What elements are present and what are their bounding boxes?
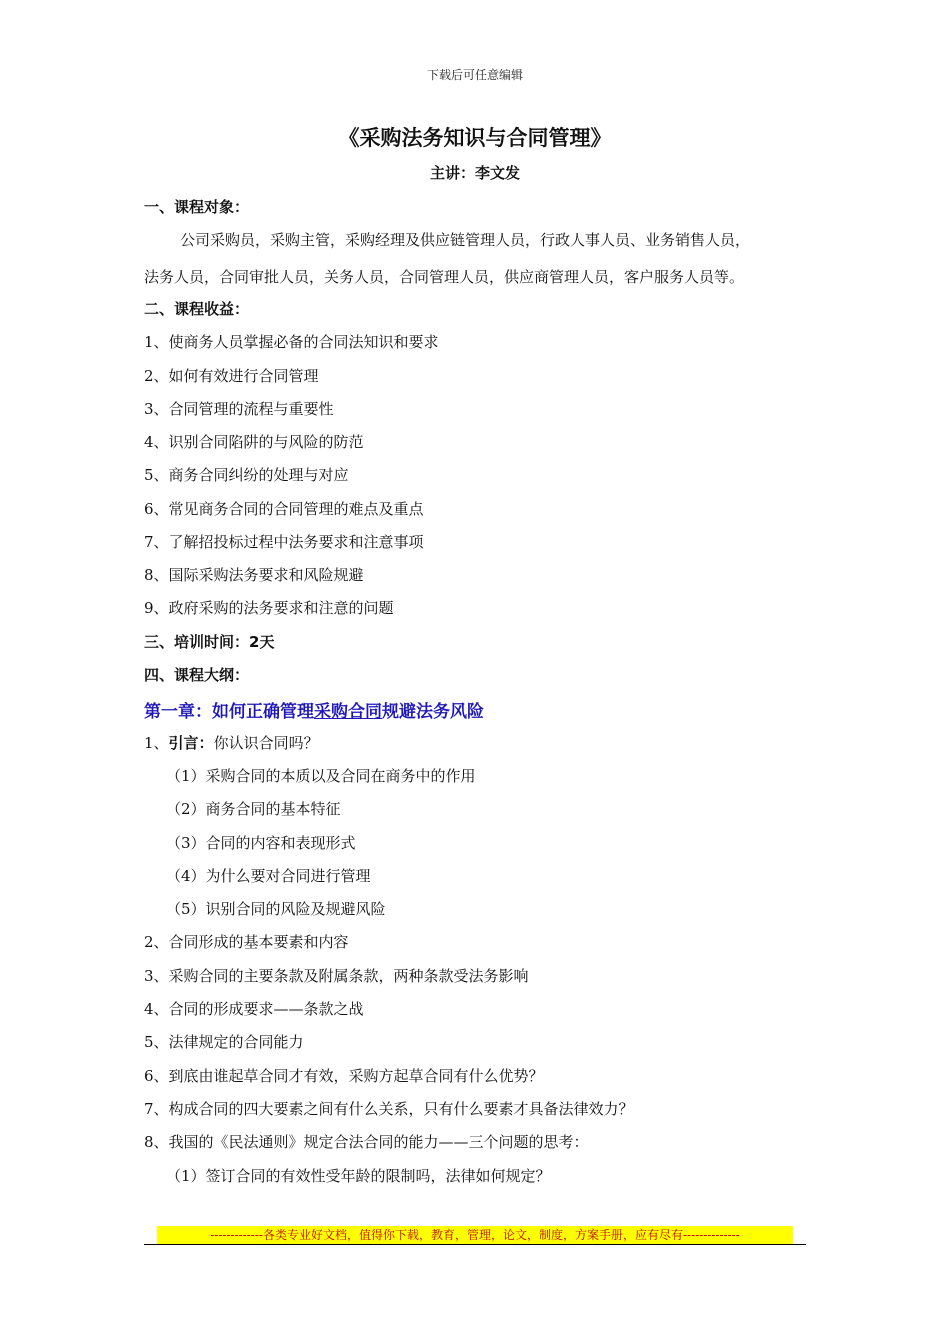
benefit-item: 8、国际采购法务要求和风险规避 (144, 566, 364, 584)
outline-item: 7、构成合同的四大要素之间有什么关系，只有什么要素才具备法律效力？ (144, 1100, 634, 1118)
chapter-1-part1: 第一章：如何正确管理 (144, 702, 314, 722)
benefit-item: 2、如何有效进行合同管理 (144, 367, 319, 385)
outline-subitem: （5）识别合同的风险及规避风险 (166, 900, 386, 918)
benefit-item: 3、合同管理的流程与重要性 (144, 400, 334, 418)
benefit-item: 9、政府采购的法务要求和注意的问题 (144, 599, 394, 617)
audience-text-line2: 法务人员，合同审批人员，关务人员，合同管理人员，供应商管理人员，客户服务人员等。 (144, 268, 745, 286)
outline-item-1 (144, 733, 319, 753)
section-heading-audience: 一、课程对象： (144, 198, 250, 216)
outline-item: 8、我国的《民法通则》规定合法合同的能力——三个问题的思考： (144, 1133, 589, 1151)
chapter-1-part3: 规避法务风险 (382, 702, 484, 722)
benefit-item: 6、常见商务合同的合同管理的难点及重点 (144, 500, 424, 518)
footer-divider (144, 1244, 806, 1245)
document-title: 《采购法务知识与合同管理》 (338, 126, 612, 150)
outline-item: 6、到底由谁起草合同才有效，采购方起草合同有什么优势？ (144, 1067, 544, 1085)
outline-item: 4、合同的形成要求——条款之战 (144, 1000, 364, 1018)
outline-subitem: （2）商务合同的基本特征 (166, 800, 341, 818)
header-note: 下载后可任意编辑 (426, 68, 523, 82)
section-heading-outline: 四、课程大纲： (144, 666, 250, 684)
chapter-1-underlined: 采购合同 (314, 702, 382, 722)
section-heading-benefits: 二、课程收益： (144, 300, 250, 318)
benefit-item: 5、商务合同纠纷的处理与对应 (144, 466, 349, 484)
outline-item: 2、合同形成的基本要素和内容 (144, 933, 349, 951)
footer-banner: -------------各类专业好文档，值得你下载，教育，管理，论文，制度，方案手册，应有尽有-------------- (157, 1226, 793, 1244)
outline-item-1-bold: 引言： (168, 734, 214, 752)
outline-subitem: （3）合同的内容和表现形式 (166, 834, 356, 852)
outline-subitem: （4）为什么要对合同进行管理 (166, 867, 371, 885)
benefit-item: 1、使商务人员掌握必备的合同法知识和要求 (144, 333, 439, 351)
benefit-item: 7、了解招投标过程中法务要求和注意事项 (144, 533, 424, 551)
outline-item: 5、法律规定的合同能力 (144, 1033, 304, 1051)
outline-subitem: （1）采购合同的本质以及合同在商务中的作用 (166, 767, 476, 785)
audience-text-line1: 公司采购员，采购主管，采购经理及供应链管理人员，行政人事人员、业务销售人员， (180, 231, 751, 249)
speaker-line: 主讲：李文发 (429, 164, 520, 182)
section-heading-duration: 三、培训时间：2天 (144, 633, 275, 651)
outline-item-1-prefix: 1、 (144, 734, 169, 752)
outline-subitem: （1）签订合同的有效性受年龄的限制吗，法律如何规定？ (166, 1167, 551, 1185)
benefit-item: 4、识别合同陷阱的与风险的防范 (144, 433, 364, 451)
chapter-1-heading (144, 697, 484, 722)
outline-item: 3、采购合同的主要条款及附属条款，两种条款受法务影响 (144, 967, 529, 985)
outline-item-1-rest: 你认识合同吗？ (213, 734, 319, 752)
